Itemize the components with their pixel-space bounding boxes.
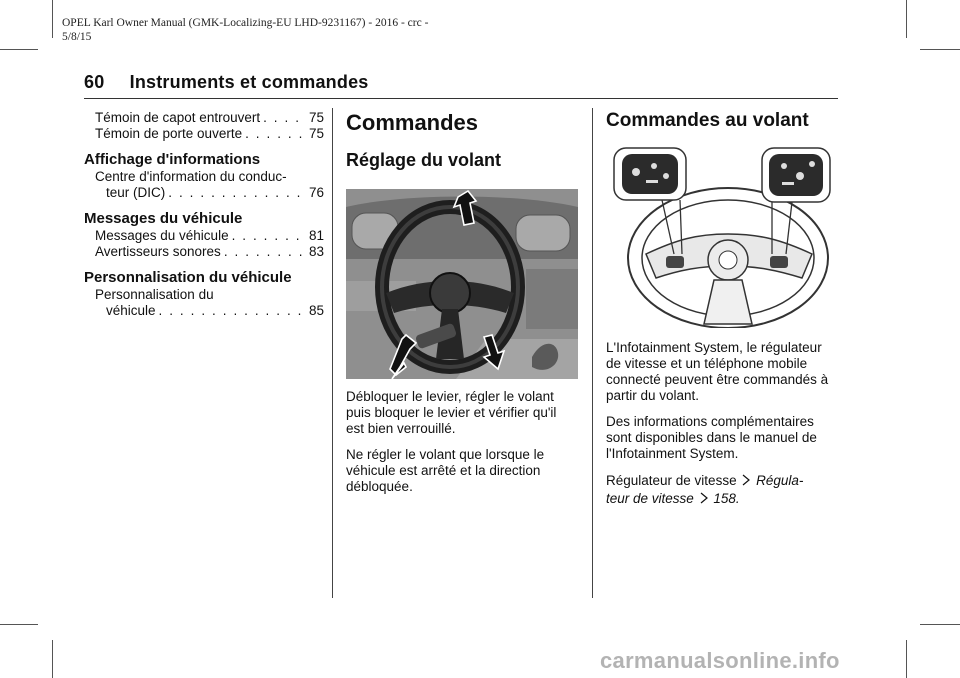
section-title: Instruments et commandes [129,72,369,92]
paragraph: L'Infotainment System, le régulateur de vitesse et un téléphone mobile connecté peuvent être commandés à partir du volant. [606,340,829,403]
index-entry[interactable]: Témoin de capot entrouvert . . . 75 [84,110,324,126]
heading-commandes-au-volant: Commandes au volant [606,110,809,131]
crop-mark [906,0,907,38]
paragraph: Ne régler le volant que lorsque le véhicule est arrêté et la direction débloquée. [346,447,545,494]
reference-arrow-icon [740,474,752,486]
steering-adjustment-illustration [346,189,578,379]
header-rule [84,98,838,99]
index-entry-line[interactable]: Centre d'information du conduc- [95,169,287,184]
cross-reference[interactable] [606,472,838,508]
page-number: 60 [84,72,105,92]
steering-wheel-controls-illustration [606,142,838,328]
watermark: carmanualsonline.info [600,648,840,673]
crop-mark [920,624,960,625]
crop-mark [0,624,38,625]
reference-arrow-icon [698,492,710,504]
index-entry[interactable]: Avertisseurs sonores . . . 83 [84,244,324,260]
index-column [84,110,324,319]
reference-page: 158. [713,491,740,506]
index-section-heading[interactable]: Messages du véhicule [84,210,243,227]
column-divider [332,108,333,598]
commandes-column [346,110,578,505]
reference-label: Régulateur de vitesse [606,473,737,488]
paragraph: Des informations complémentaires sont disponibles dans le manuel de l'Infotainment System. [606,414,817,461]
index-section-heading[interactable]: Personnalisation du véhicule [84,269,292,286]
column-divider [592,108,593,598]
heading-commandes: Commandes [346,110,479,135]
crop-mark [906,640,907,678]
paragraph: Débloquer le levier, régler le volant puis bloquer le levier et vérifier qu'il est bien verrouillé. [346,389,557,436]
reference-title: teur de vitesse [606,491,694,506]
commandes-volant-column [606,110,838,508]
reference-title: Régula- [756,473,804,488]
index-entry[interactable]: Témoin de porte ouverte . . . 75 [84,126,324,142]
crop-mark [920,49,960,50]
heading-reglage-volant: Réglage du volant [346,150,502,170]
index-section-heading[interactable]: Affichage d'informations [84,151,261,168]
crop-mark [52,0,53,38]
index-entry-line[interactable]: Personnalisation du [95,287,214,302]
index-entry[interactable]: Messages du véhicule . . . 81 [84,228,324,244]
index-entry[interactable]: teur (DIC) . . . 76 [84,185,324,201]
crop-mark [52,640,53,678]
index-entry[interactable]: véhicule . . . 85 [84,303,324,319]
document-meta-header: OPEL Karl Owner Manual (GMK-Localizing-EU LHD-9231167) - 2016 - crc - 5/8/15 [62,17,429,43]
crop-mark [0,49,38,50]
page-header [84,72,369,93]
